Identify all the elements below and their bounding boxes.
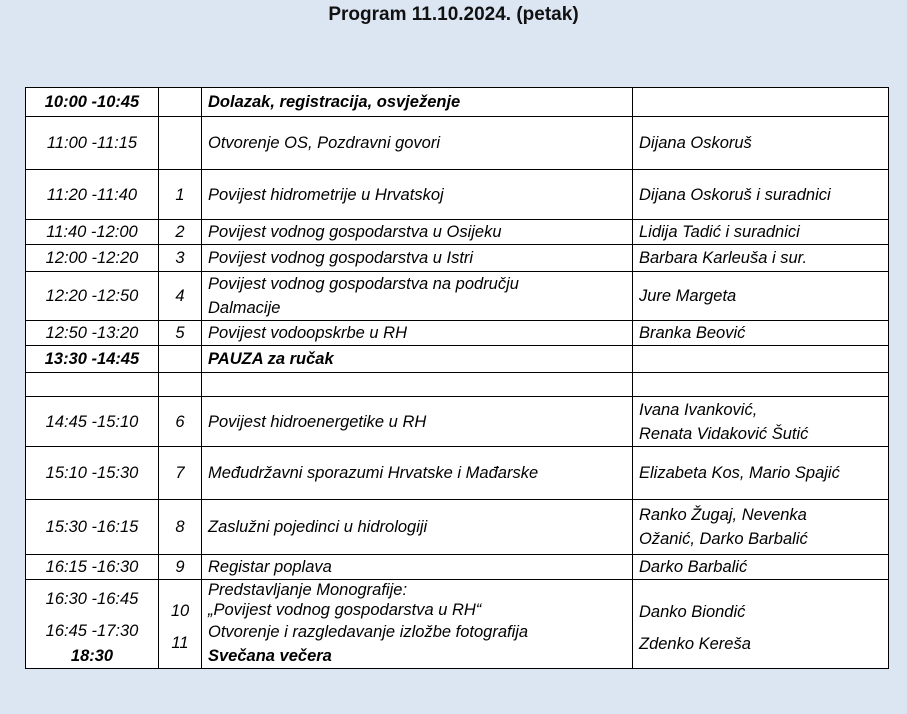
time-cell: 15:10 -15:30 [26, 447, 159, 500]
table-row [26, 117, 889, 170]
table-row [26, 272, 889, 321]
time-cell: 11:20 -11:40 [26, 170, 159, 220]
title-cell: Povijest hidrometrije u Hrvatskoj [202, 170, 633, 220]
time-cell: 14:45 -15:10 [26, 397, 159, 447]
title-cell: Povijest vodnog gospodarstva u Istri [202, 245, 633, 272]
speaker-cell: Jure Margeta [633, 272, 889, 321]
title-cell: Povijest hidroenergetike u RH [202, 397, 633, 447]
page-title: Program 11.10.2024. (petak) [328, 4, 579, 25]
speaker-cell: Lidija Tadić i suradnici [633, 220, 889, 245]
speaker-cell [633, 88, 889, 117]
title-line: Svečana večera [208, 647, 332, 665]
speaker-cell: Dijana Oskoruš i suradnici [633, 170, 889, 220]
time-cell: 12:20 -12:50 [26, 272, 159, 321]
speaker-cell: Branka Beović [633, 321, 889, 346]
time-cell [26, 580, 159, 669]
number-cell: 5 [159, 321, 202, 346]
speaker-cell: Barbara Karleuša i sur. [633, 245, 889, 272]
table-row [26, 500, 889, 555]
speaker-line: Renata Vidaković Šutić [639, 424, 809, 443]
speaker-line: Ožanić, Darko Barbalić [639, 530, 808, 548]
time-cell: 15:30 -16:15 [26, 500, 159, 555]
time-cell: 11:00 -11:15 [26, 117, 159, 170]
number-cell [159, 117, 202, 170]
title-cell: Dolazak, registracija, osvježenje [202, 88, 633, 117]
number-cell [159, 88, 202, 117]
title-cell [202, 272, 633, 321]
table-row-group [26, 580, 889, 669]
title-cell: Povijest vodoopskrbe u RH [202, 321, 633, 346]
speaker-cell: Elizabeta Kos, Mario Spajić [633, 447, 889, 500]
time-cell: 11:40 -12:00 [26, 220, 159, 245]
table-row [26, 88, 889, 117]
number-cell: 6 [159, 397, 202, 447]
number-cell: 7 [159, 447, 202, 500]
title-line: Otvorenje i razgledavanje izložbe fotografija [208, 623, 529, 641]
speaker-cell [633, 580, 889, 669]
time-cell: 16:15 -16:30 [26, 555, 159, 580]
title-cell [202, 373, 633, 397]
speaker-cell [633, 397, 889, 447]
table-row [26, 170, 889, 220]
time-cell [26, 373, 159, 397]
number-line: 11 [171, 634, 189, 652]
title-line: „Povijest vodnog gospodarstva u RH“ [208, 601, 482, 619]
number-cell: 4 [159, 272, 202, 321]
time-line: 16:30 -16:45 [45, 590, 139, 608]
time-cell: 10:00 -10:45 [26, 88, 159, 117]
number-cell: 1 [159, 170, 202, 220]
number-cell: 9 [159, 555, 202, 580]
time-cell: 13:30 -14:45 [26, 346, 159, 373]
title-cell: Povijest vodnog gospodarstva u Osijeku [202, 220, 633, 245]
title-cell: Registar poplava [202, 555, 633, 580]
table-row [26, 220, 889, 245]
number-cell [159, 373, 202, 397]
speaker-cell [633, 346, 889, 373]
time-cell: 12:00 -12:20 [26, 245, 159, 272]
speaker-line: Ivana Ivanković, [639, 400, 758, 419]
table-row [26, 245, 889, 272]
title-cell: PAUZA za ručak [202, 346, 633, 373]
table-row [26, 321, 889, 346]
table-row [26, 397, 889, 447]
title-cell: Međudržavni sporazumi Hrvatske i Mađarske [202, 447, 633, 500]
time-line: 18:30 [70, 647, 114, 665]
number-cell: 2 [159, 220, 202, 245]
number-line: 10 [170, 602, 190, 620]
table-row [26, 555, 889, 580]
speaker-cell [633, 500, 889, 555]
speaker-line: Zdenko Kereša [639, 635, 751, 653]
program-table [25, 87, 889, 669]
number-cell: 8 [159, 500, 202, 555]
title-cell: Zaslužni pojedinci u hidrologiji [202, 500, 633, 555]
table-row [26, 346, 889, 373]
number-cell [159, 346, 202, 373]
number-cell [159, 580, 202, 669]
time-cell: 12:50 -13:20 [26, 321, 159, 346]
title-line: Predstavljanje Monografije: [208, 581, 408, 599]
title-line: Dalmacije [208, 299, 281, 317]
speaker-cell: Dijana Oskoruš [633, 117, 889, 170]
title-cell [202, 580, 633, 669]
time-line: 16:45 -17:30 [45, 622, 139, 640]
table-row-empty [26, 373, 889, 397]
table-row [26, 447, 889, 500]
speaker-line: Ranko Žugaj, Nevenka [639, 506, 807, 524]
speaker-line: Danko Biondić [639, 603, 746, 621]
speaker-cell [633, 373, 889, 397]
speaker-cell: Darko Barbalić [633, 555, 889, 580]
title-line: Povijest vodnog gospodarstva na području [208, 275, 519, 293]
title-cell: Otvorenje OS, Pozdravni govori [202, 117, 633, 170]
number-cell: 3 [159, 245, 202, 272]
